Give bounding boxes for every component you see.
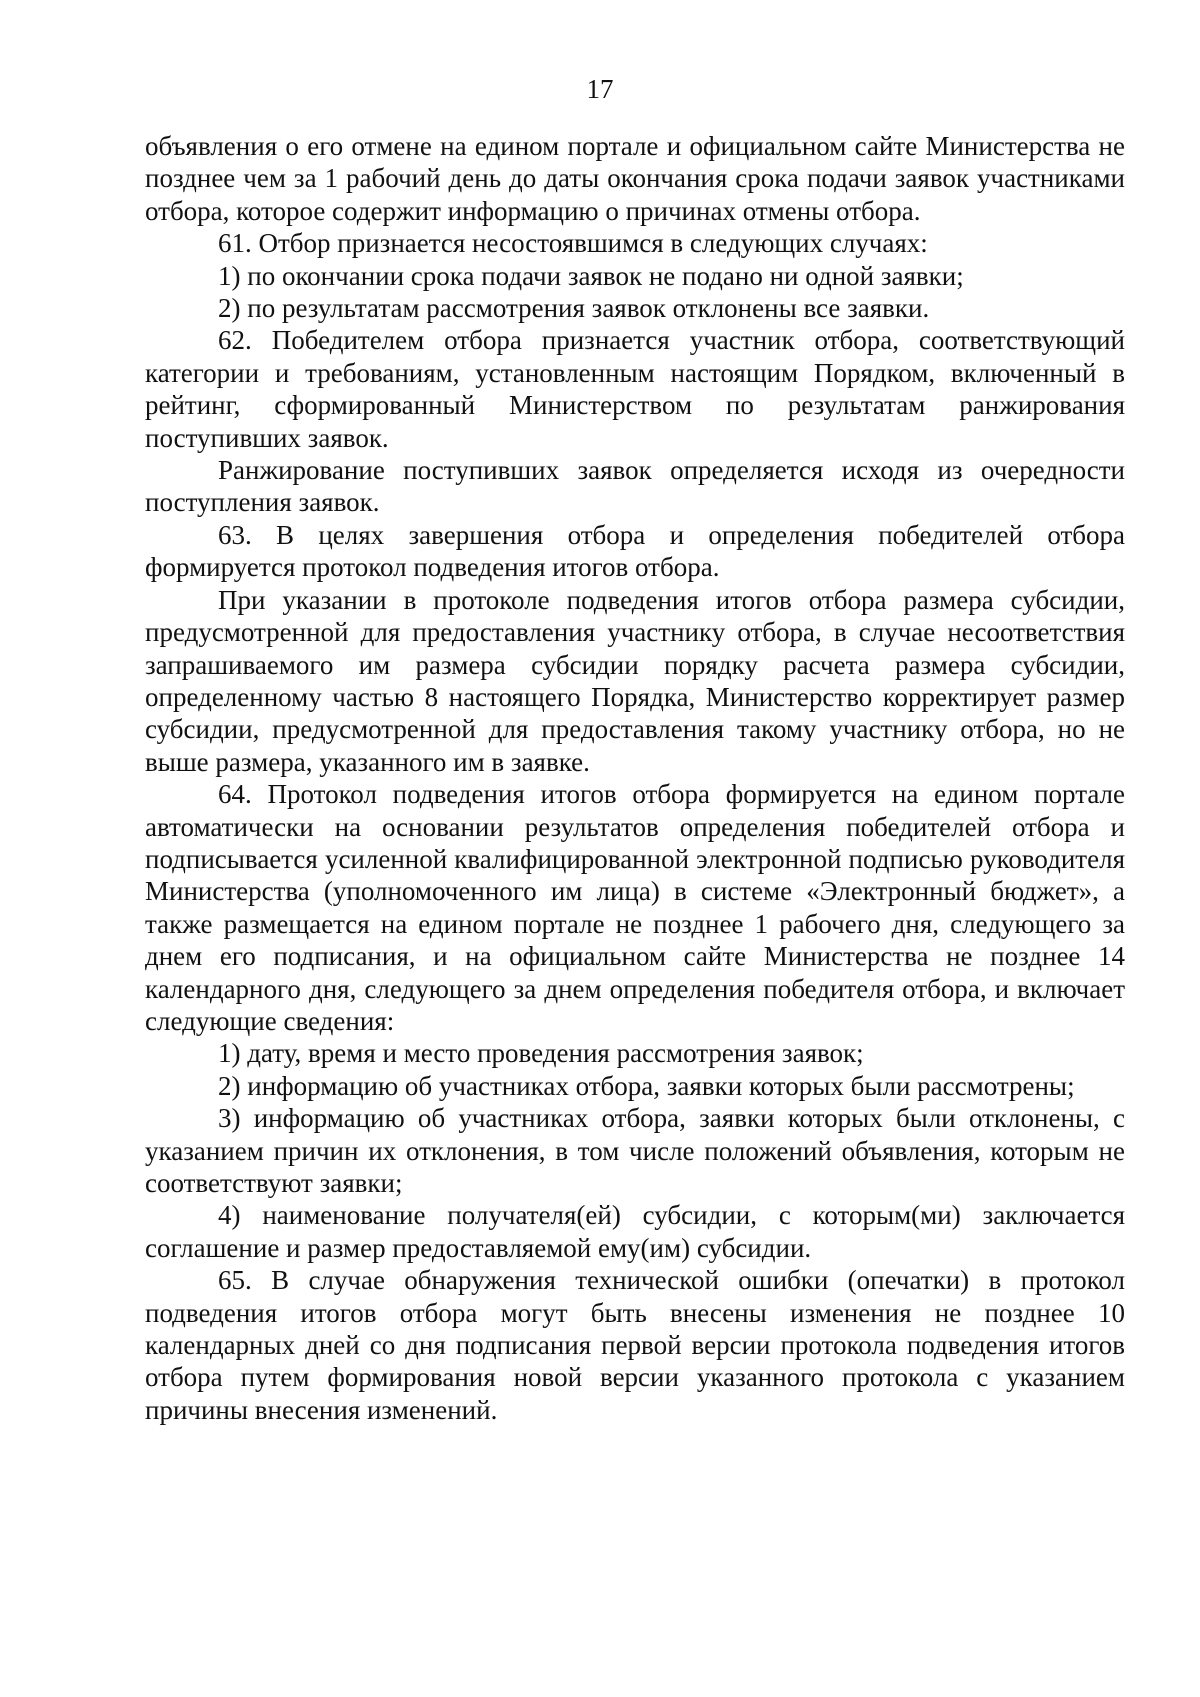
paragraph-63-subsidy: При указании в протоколе подведения итогов отбора размера субсидии, предусмотренной для предоставления участнику отбора, в случае несоответствия запрашиваемого им размера субсидии порядку расчета размера субсидии, определенному частью 8 настоящего Порядка, Министерство корректирует размер субсидии, предусмотренной для предоставления такому участнику отбора, но не выше размера, указанного им в заявке.	[145, 584, 1125, 777]
page-number: 17	[586, 74, 614, 104]
paragraph-65: 65. В случае обнаружения технической ошибки (опечатки) в протокол подведения итогов отбора могут быть внесены изменения не позднее 10 календарных дней со дня подписания первой версии протокола подведения итогов отбора путем формирования новой версии указанного протокола с указанием причины внесения изменений.	[145, 1265, 1125, 1425]
paragraph-64-item-4: 4) наименование получателя(ей) субсидии, с которым(ми) заключается соглашение и размер предоставляемой ему(им) субсидии.	[145, 1200, 1125, 1263]
paragraph-64-item-3: 3) информацию об участниках отбора, заявки которых были отклонены, с указанием причин их отклонения, в том числе положений объявления, которым не соответствуют заявки;	[145, 1103, 1125, 1198]
paragraph-64-item-2: 2) информацию об участниках отбора, заявки которых были рассмотрены;	[218, 1070, 1075, 1101]
paragraph-61-item-2: 2) по результатам рассмотрения заявок отклонены все заявки.	[218, 293, 930, 324]
paragraph-62: 62. Победителем отбора признается участник отбора, соответствующий категории и требованиям, установленным настоящим Порядком, включенный в рейтинг, сформированный Министерством по результатам ранжирования поступивших заявок.	[145, 325, 1125, 453]
paragraph-continuation: объявления о его отмене на едином портале и официальном сайте Министерства не позднее чем за 1 рабочий день до даты окончания срока подачи заявок участниками отбора, которое содержит информацию о причинах отмены отбора.	[145, 131, 1125, 226]
paragraph-61: 61. Отбор признается несостоявшимся в следующих случаях:	[218, 228, 928, 259]
paragraph-64: 64. Протокол подведения итогов отбора формируется на едином портале автоматически на основании результатов определения победителей отбора и подписывается усиленной квалифицированной электронной подписью руководителя Министерства (уполномоченного им лица) в системе «Электронный бюджет», а также размещается на едином портале не позднее 1 рабочего дня, следующего за днем его подписания, и на официальном сайте Министерства не позднее 14 календарного дня, следующего за днем определения победителя отбора, и включает следующие сведения:	[145, 779, 1125, 1036]
paragraph-63: 63. В целях завершения отбора и определения победителей отбора формируется протокол подведения итогов отбора.	[145, 519, 1125, 583]
paragraph-62-ranking: Ранжирование поступивших заявок определяется исходя из очередности поступления заявок.	[145, 455, 1125, 518]
document-body	[145, 130, 1125, 1426]
paragraph-64-item-1: 1) дату, время и место проведения рассмотрения заявок;	[218, 1038, 864, 1069]
paragraph-61-item-1: 1) по окончании срока подачи заявок не подано ни одной заявки;	[218, 260, 964, 291]
